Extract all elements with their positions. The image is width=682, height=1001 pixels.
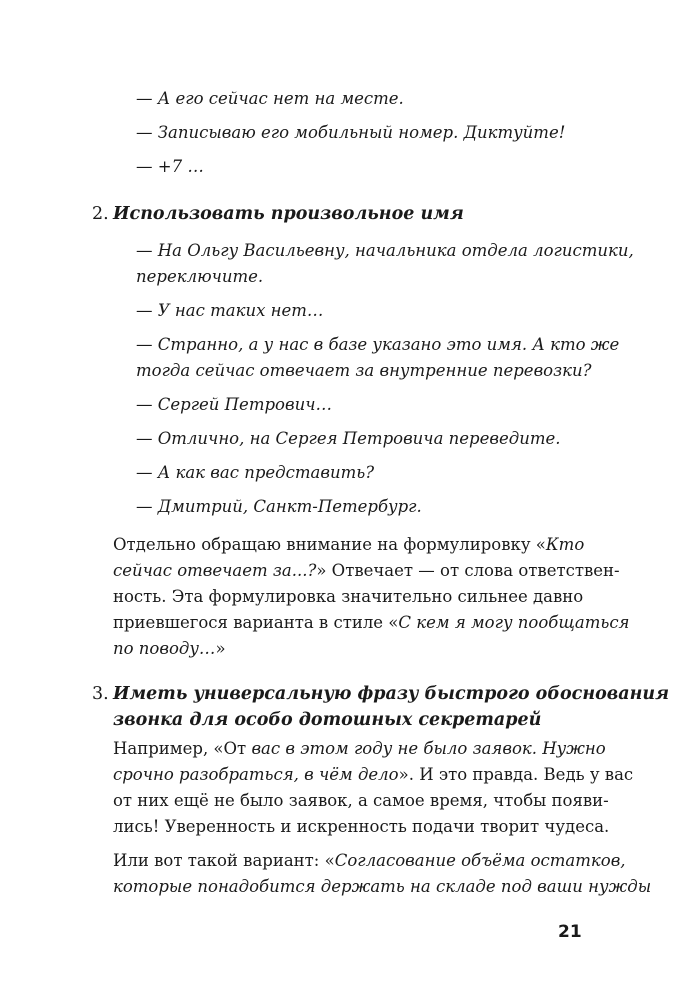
page-number: 21: [558, 922, 582, 942]
item-number: 3.: [92, 684, 109, 704]
paragraph-line: приевшегося варианта в стиле «С кем я могу пообщаться: [113, 613, 630, 632]
dialogue-line: — А его сейчас нет на месте.: [136, 89, 404, 108]
dialogue-line: — У нас таких нет…: [136, 301, 324, 320]
dialogue-line: — Отлично, на Сергея Петровича переведите.: [136, 429, 561, 448]
dialogue-line: — Записываю его мобильный номер. Диктуйте!: [136, 123, 566, 142]
item-number: 2.: [92, 204, 109, 224]
dialogue-line: — На Ольгу Васильевну, начальника отдела логистики,: [136, 241, 634, 260]
item-title: Иметь универсальную фразу быстрого обоснования: [113, 684, 669, 704]
dialogue-line: — +7 …: [136, 157, 204, 176]
paragraph-line: ность. Эта формулировка значительно сильнее давно: [113, 587, 584, 606]
paragraph-line: от них ещё не было заявок, а самое время, чтобы появи-: [113, 791, 609, 810]
paragraph-line: которые понадобится держать на складе под ваши нужды: [113, 877, 652, 896]
dialogue-line: тогда сейчас отвечает за внутренние перевозки?: [136, 361, 592, 380]
dialogue-line: — А как вас представить?: [136, 463, 375, 482]
item-title: Использовать произвольное имя: [113, 204, 464, 224]
dialogue-line: переключите.: [136, 267, 264, 286]
paragraph-line: Отдельно обращаю внимание на формулировку «Кто: [113, 535, 585, 554]
dialogue-line: — Сергей Петрович…: [136, 395, 332, 414]
paragraph-line: Например, «От вас в этом году не было заявок. Нужно: [113, 739, 606, 758]
dialogue-line: — Дмитрий, Санкт-Петербург.: [136, 497, 422, 516]
paragraph-line: по поводу…»: [113, 639, 226, 658]
paragraph-line: Или вот такой вариант: «Согласование объёма остатков,: [113, 851, 626, 870]
paragraph-line: сейчас отвечает за...?» Отвечает — от слова ответствен-: [113, 561, 620, 580]
paragraph-line: лись! Уверенность и искренность подачи творит чудеса.: [113, 817, 610, 836]
dialogue-line: — Странно, а у нас в базе указано это имя. А кто же: [136, 335, 620, 354]
item-title: звонка для особо дотошных секретарей: [113, 710, 542, 730]
paragraph-line: срочно разобраться, в чём дело». И это правда. Ведь у вас: [113, 765, 634, 784]
